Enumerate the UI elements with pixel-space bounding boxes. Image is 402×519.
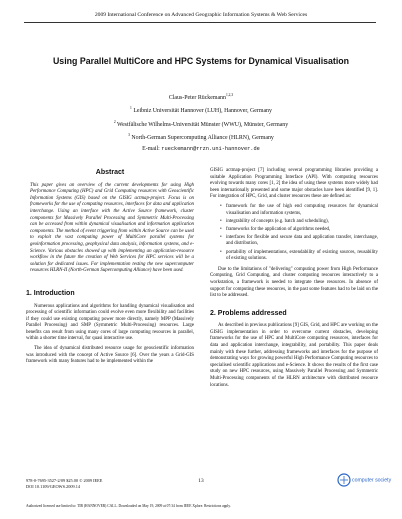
right-column bbox=[210, 168, 378, 392]
problems-heading: 2. Problems addressed bbox=[210, 309, 287, 317]
introduction-heading: 1. Introduction bbox=[26, 289, 75, 297]
download-note: Authorized licensed use limited to: TIB (HANNOVER) CALL. Downloaded on May 19, 2009 at 07:34 from IEEE Xplore. Restrictions apply. bbox=[26, 504, 231, 508]
list-item: • frameworks for the application of algorithms needed, bbox=[220, 227, 378, 234]
right-paragraph-1: GISIG actmap-project [7] including several programming libraries providing a suitable Application Programming Interface (API). With computing resources evolving towards many cores [1, 2] the idea of using these systems more widely had been internationally presented and some major obstacles have been identified [9, 1]. For integration of HPC, Grid, and cluster resources these are defined as: bbox=[210, 168, 378, 200]
header-rule bbox=[24, 22, 376, 23]
footer-isbn: 978-0-7695-3527-2/09 $25.00 © 2009 IEEE bbox=[26, 478, 103, 483]
logo-cross-icon bbox=[340, 476, 348, 484]
affiliation-3-text: North-German Supercomputing Alliance (HLRN), Germany bbox=[131, 135, 274, 142]
intro-paragraph-1: Numerous applications and algorithms for handling dynamical visualisation and processing of scientific information could evolve even more flexibility and facilities if they could use existing computing power more directly, namely MPP (Massively Parallel Processing) and SMP (Symmetric Multi-Processing) resources. Large benefits can result from using many cores of large computing resources in parallel, within a shorter time interval, for quasi interactive use. bbox=[26, 303, 194, 342]
affiliation-3 bbox=[0, 130, 402, 143]
right-paragraph-3: As described in previous publications [9] GIS, Grid, and HPC are working on the GISIG implementation in order to overcome current obstacles, developing frameworks for the use of HPC and MultiCore computing resources, interfaces for data and application interchange, integrability, and portability. This paper deals mainly with these further, addressing frameworks and interfaces for the purpose of demonstrating ways for growing powerful High Performance Computing resources to specialised scientific applications and e-Science. It shows the results of the first case study on new HPC resources, using Massively Parallel Processing and Symmetric Multi-Processing components of the HLRN architecture with distributed resource locations. bbox=[210, 323, 378, 388]
obstacle-list bbox=[220, 204, 378, 263]
intro-paragraph-2: The idea of dynamical distributed resource usage for geoscientific information was introduced with the concept of Active Source [6]. Over the years a Grid-GIS framework with many features had to be implemented within the bbox=[26, 346, 194, 365]
author-block bbox=[0, 90, 402, 154]
spacer bbox=[26, 275, 194, 291]
logo-text: computer society bbox=[352, 477, 392, 484]
email-line bbox=[0, 144, 402, 155]
paper-title: Using Parallel MultiCore and HPC Systems for Dynamical Visualisation bbox=[52, 56, 350, 66]
computer-society-logo bbox=[336, 469, 392, 491]
author-line bbox=[0, 90, 402, 103]
affiliation-2-number: 2 bbox=[113, 119, 116, 124]
affiliation-2 bbox=[0, 117, 402, 130]
list-item: • interfaces for flexible and secure data and application transfer, interchange, and distribution, bbox=[220, 235, 378, 248]
abstract-body: This paper gives an overview of the current developments for using High Performance Computing (HPC) and Grid Computing resources with Geoscientific Information Systems (GIS) based on the GISIG actmap-project. Focus is on frameworks for the use of computing resources, interfaces for data and application interchange. Using an interface with the Active Source framework, cluster components for Massively Parallel Processing and Symmetric Multi-Processing can be accessed from within dynamical visualisation and information application components. The method of event triggering from within Active Source can be used to exploit the vast computing power of MultiCore parallel systems for geoinformation processing, geophysical data analysis, information systems, and e-Science. Various obstacles showed up with implementing an application-resource workflow in the future the creation of Web Services for HPC services will be a solution for dedicated issues. For implementation testing the new supercomputer resources HLRN-II (North-German Supercomputing Alliance) have been used. bbox=[30, 182, 194, 274]
email-label: E-mail: bbox=[142, 145, 160, 152]
page-number: 13 bbox=[198, 478, 204, 484]
conference-header: 2009 International Conference on Advanced Geographic Information Systems & Web Services bbox=[94, 12, 308, 18]
author-name: Claus-Peter Rückemann bbox=[168, 94, 226, 101]
author-superscript: 1,2,3 bbox=[225, 93, 234, 97]
left-column bbox=[26, 170, 194, 369]
list-item: • portability of implementations, extendability of existing sources, reusability of existing solutions. bbox=[220, 250, 378, 263]
right-paragraph-2: Due to the limitations of "delivering" computing power from High Performance Computing, Grid Computing, and cluster computing resources interactively to a workstation, a framework is needed to integrate these resources. In absence of support for computing these resources, in the past some features had to be laid on the list to be addressed. bbox=[210, 266, 378, 299]
affiliation-1 bbox=[0, 103, 402, 116]
affiliation-3-number: 3 bbox=[128, 133, 130, 138]
affiliation-2-text: Westfälische Wilhelms-Universität Münster (WWU), Münster, Germany bbox=[116, 121, 289, 128]
list-item: • integrability of concepts (e.g. batch and scheduling), bbox=[220, 219, 378, 226]
email-address[interactable]: rueckemann@rrzn.uni-hannover.de bbox=[161, 145, 260, 152]
footer-doi: DOI 10.1109/GEOWS.2009.14 bbox=[26, 483, 81, 489]
affiliation-1-number: 1 bbox=[130, 106, 132, 111]
abstract-heading: Abstract bbox=[95, 169, 125, 176]
affiliation-1-text: Leibniz Universität Hannover (LUH), Hannover, Germany bbox=[133, 108, 272, 115]
list-item: • framework for the use of high end computing resources for dynamical visualisation and information systems, bbox=[220, 204, 378, 217]
